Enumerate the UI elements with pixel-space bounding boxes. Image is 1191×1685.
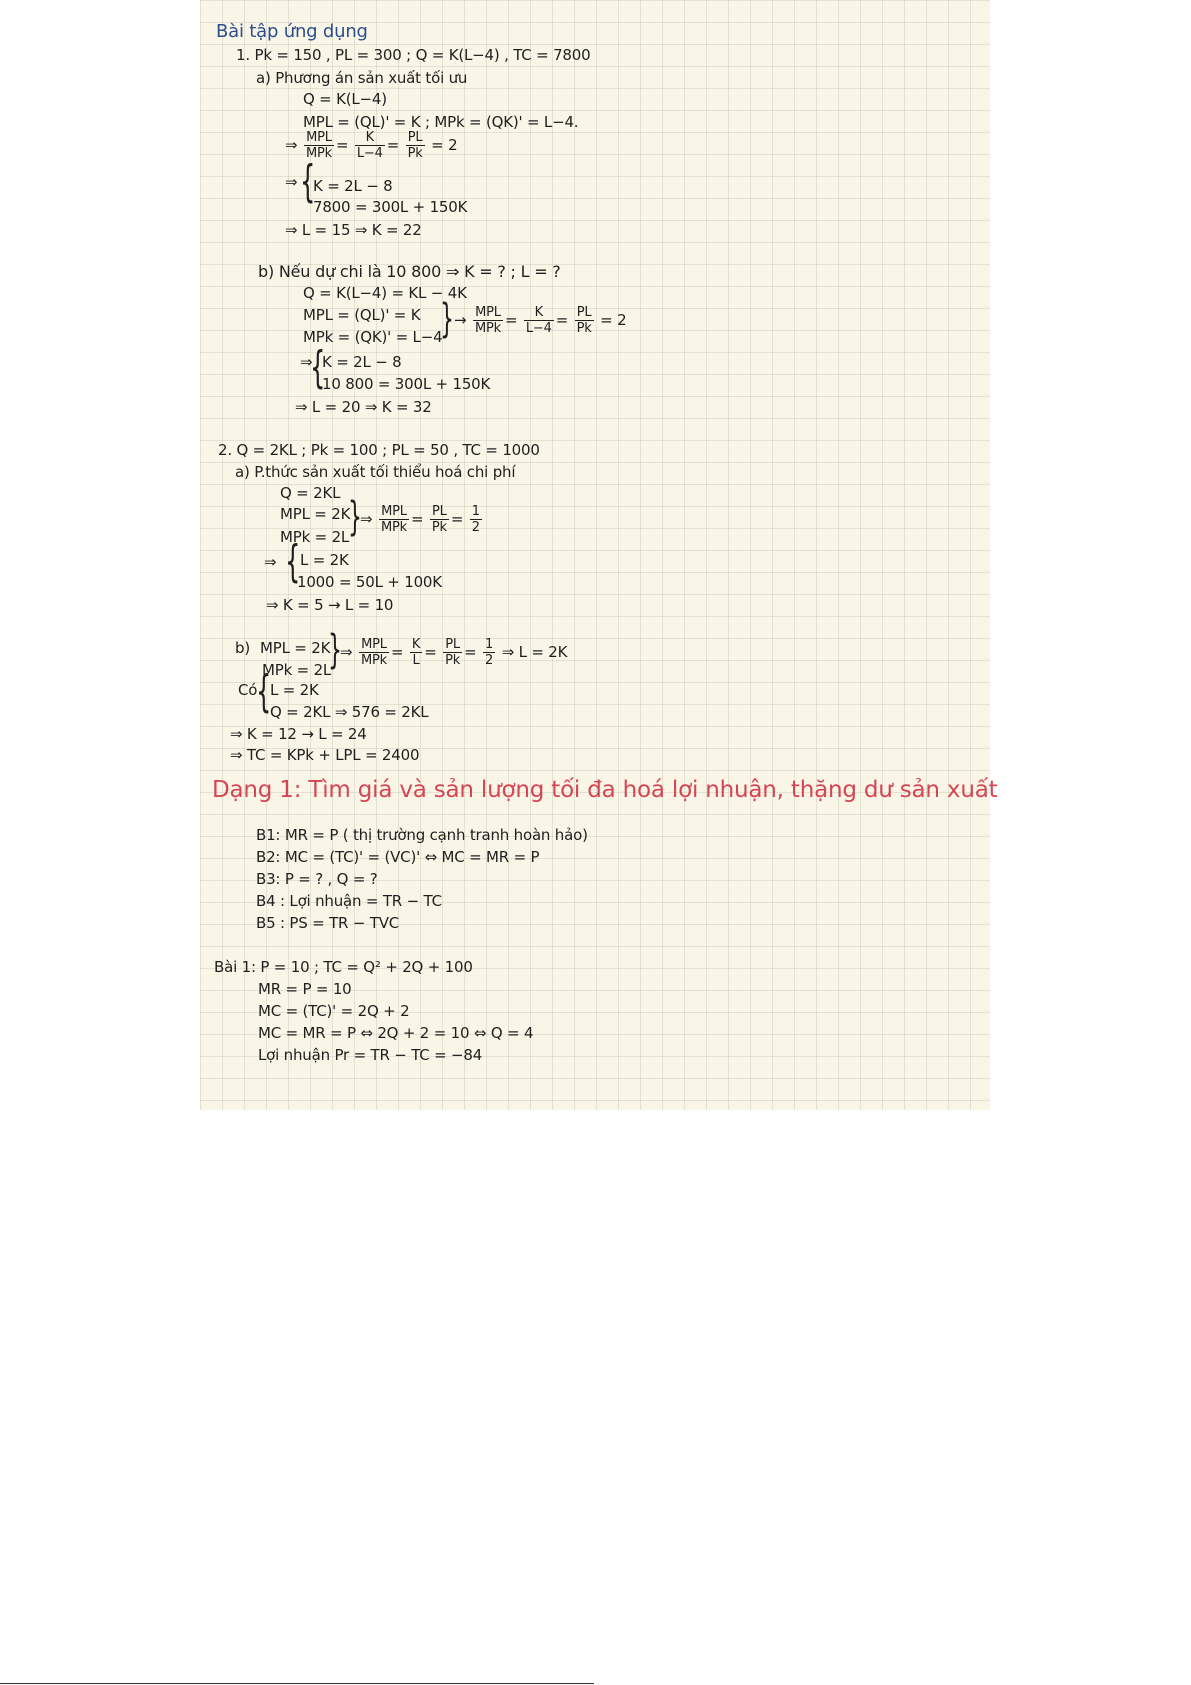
step-item: B1: MR = P ( thị trường cạnh tranh hoàn hảo) (256, 826, 588, 844)
p2-line: MPk = 2L (262, 661, 332, 679)
bai1-line: MC = MR = P ⇔ 2Q + 2 = 10 ⇔ Q = 4 (258, 1024, 534, 1042)
system-equation: 10 800 = 300L + 150K (322, 375, 491, 393)
p2-line: MPL = 2K (280, 505, 351, 523)
fraction: $\frac{\text{MPL}}{\text{MPk}}$ (380, 504, 407, 535)
problem-2b-label: b) (235, 639, 250, 657)
p1-ratio-line: ⇒ $\frac{\text{MPL}}{\text{MPk}}$ = $\frac{K}{L-4}$ = $\frac{PL}{Pk}$ = 2 (285, 130, 458, 161)
system-brace: } (440, 296, 454, 342)
fraction: $\frac{PL}{Pk}$ (431, 504, 447, 535)
p2b-result: ⇒ TC = KPk + LPL = 2400 (230, 746, 420, 764)
bai1-header: Bài 1: P = 10 ; TC = Q² + 2Q + 100 (214, 958, 473, 976)
system-brace: } (328, 627, 342, 673)
step-item: B5 : PS = TR − TVC (256, 914, 400, 932)
p2b-ratio: ⇒ $\frac{\text{MPL}}{\text{MPk}}$ = $\frac{K}{L}$ = $\frac{PL}{Pk}$ = $\frac{1}{2}$ ⇒ L = 2K (340, 637, 568, 668)
p1-line: Q = K(L−4) (303, 90, 387, 108)
p1b-result: ⇒ L = 20 ⇒ K = 32 (295, 398, 432, 416)
system-brace: { (256, 666, 272, 717)
problem-1-header: 1. Pk = 150 , PL = 300 ; Q = K(L−4) , TC = 7800 (236, 46, 591, 64)
fraction: $\frac{1}{2}$ (485, 637, 494, 668)
bai1-line: Lợi nhuận Pr = TR − TC = −84 (258, 1046, 483, 1064)
problem-2-header: 2. Q = 2KL ; Pk = 100 ; PL = 50 , TC = 1000 (218, 441, 540, 459)
problem-1a-title: a) Phương án sản xuất tối ưu (256, 69, 468, 87)
fraction: $\frac{K}{L-4}$ (356, 130, 383, 161)
system-equation: L = 2K (270, 681, 319, 699)
fraction: $\frac{K}{L}$ (411, 637, 421, 668)
system-brace: { (300, 156, 316, 207)
implies-symbol: ⇒ (285, 136, 298, 154)
co-label: Có (238, 681, 258, 699)
p2b-result: ⇒ K = 12 → L = 24 (230, 725, 367, 743)
p1a-result: ⇒ L = 15 ⇒ K = 22 (285, 221, 422, 239)
notebook-page (200, 0, 998, 1110)
system-brace: { (285, 536, 301, 587)
p2a-result: ⇒ K = 5 → L = 10 (266, 596, 394, 614)
fraction: $\frac{\text{MPL}}{\text{MPk}}$ (360, 637, 387, 668)
p1-line: MPL = (QL)' = K ; MPk = (QK)' = L−4. (303, 113, 579, 131)
fraction: $\frac{K}{L-4}$ (525, 305, 552, 336)
problem-2a-title: a) P.thức sản xuất tối thiểu hoá chi phí (235, 463, 516, 481)
implies-symbol: ⇒ (264, 553, 277, 571)
system-equation: L = 2K (300, 551, 349, 569)
step-item: B4 : Lợi nhuận = TR − TC (256, 892, 442, 910)
fraction: $\frac{\text{MPL}}{\text{MPk}}$ (474, 305, 501, 336)
implies-symbol: ⇒ (300, 353, 313, 371)
fraction: $\frac{PL}{Pk}$ (576, 305, 592, 336)
p2-line: MPL = 2K (260, 639, 331, 657)
fraction: $\frac{\text{MPL}}{\text{MPk}}$ (305, 130, 332, 161)
system-equation: K = 2L − 8 (322, 353, 402, 371)
bai1-line: MR = P = 10 (258, 980, 352, 998)
bottom-rule (0, 1683, 594, 1684)
p1-line: MPL = (QL)' = K (303, 306, 421, 324)
p2-line: Q = 2KL (280, 484, 341, 502)
system-brace: } (348, 494, 362, 540)
p1-line: MPk = (QK)' = L−4 (303, 328, 443, 346)
fraction: $\frac{PL}{Pk}$ (445, 637, 461, 668)
p2-line: MPk = 2L (280, 528, 350, 546)
implies-symbol: ⇒ (285, 173, 298, 191)
p1-line: Q = K(L−4) = KL − 4K (303, 284, 467, 302)
step-item: B3: P = ? , Q = ? (256, 870, 378, 888)
bai1-line: MC = (TC)' = 2Q + 2 (258, 1002, 410, 1020)
section-title: Bài tập ứng dụng (216, 21, 368, 42)
dang1-title: Dạng 1: Tìm giá và sản lượng tối đa hoá lợi nhuận, thặng dư sản xuất (212, 777, 998, 803)
p1b-ratio: → $\frac{\text{MPL}}{\text{MPk}}$ = $\frac{K}{L-4}$ = $\frac{PL}{Pk}$ = 2 (454, 305, 627, 336)
system-equation: 7800 = 300L + 150K (313, 198, 468, 216)
step-item: B2: MC = (TC)' = (VC)' ⇔ MC = MR = P (256, 848, 540, 866)
system-brace: { (310, 342, 326, 393)
problem-1b-title: b) Nếu dự chi là 10 800 ⇒ K = ? ; L = ? (258, 262, 561, 281)
system-equation: Q = 2KL ⇒ 576 = 2KL (270, 703, 429, 721)
system-equation: 1000 = 50L + 100K (297, 573, 442, 591)
p2a-ratio: ⇒ $\frac{\text{MPL}}{\text{MPk}}$ = $\frac{PL}{Pk}$ = $\frac{1}{2}$ (360, 504, 480, 535)
system-equation: K = 2L − 8 (313, 177, 393, 195)
fraction: $\frac{PL}{Pk}$ (407, 130, 423, 161)
fraction: $\frac{1}{2}$ (471, 504, 480, 535)
